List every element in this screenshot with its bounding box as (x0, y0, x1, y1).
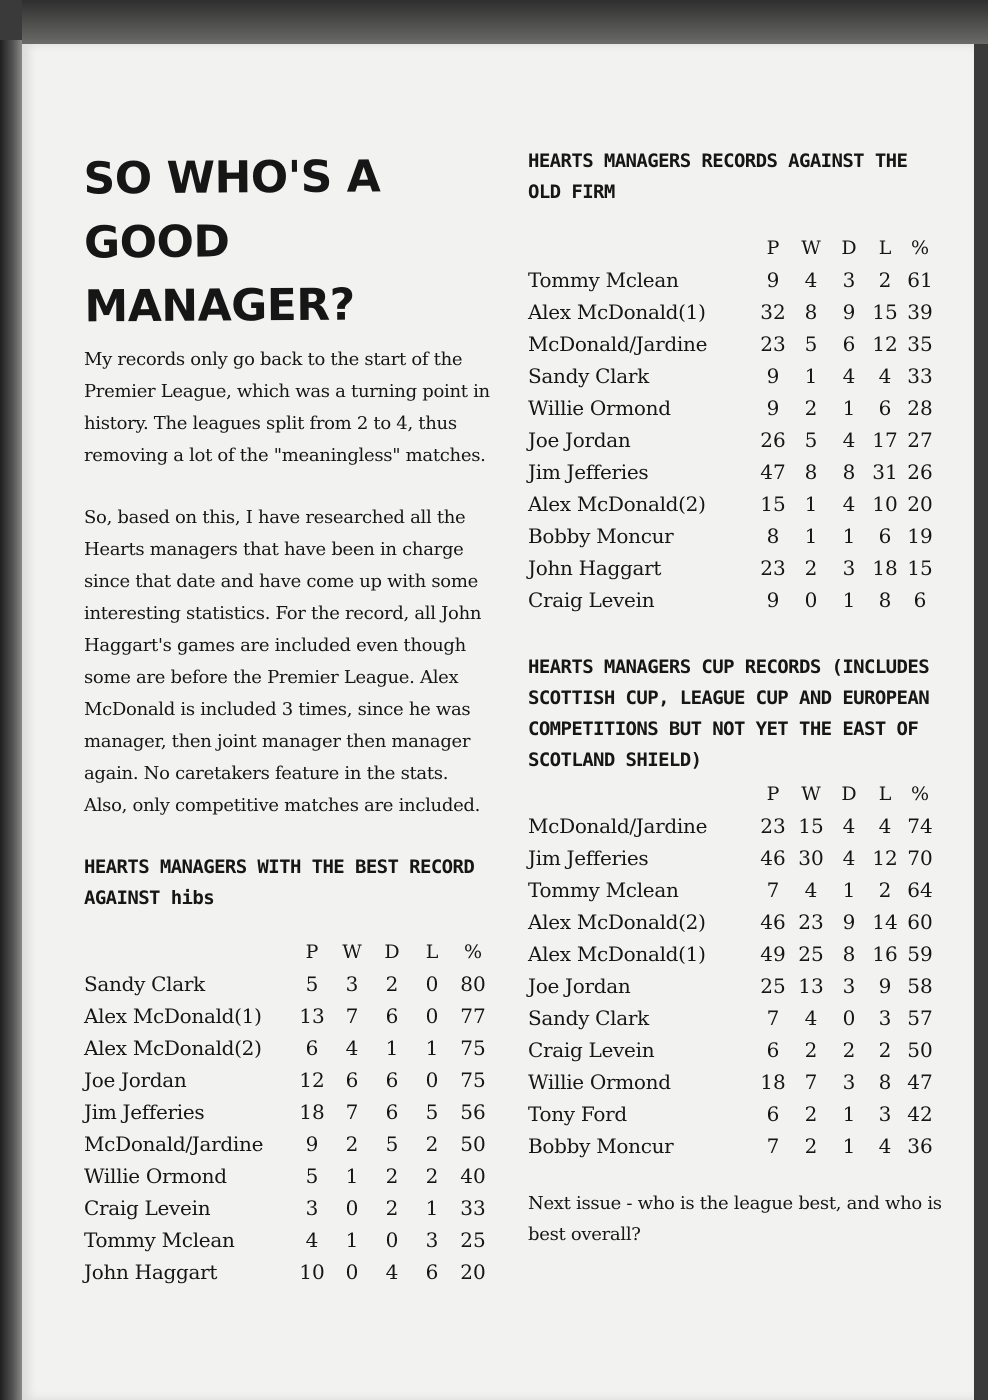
won-cell: 1 (804, 492, 818, 516)
won-cell: 2 (804, 1038, 818, 1062)
lost-cell: 3 (878, 1102, 892, 1126)
cup-record-table (528, 778, 938, 1162)
lost-cell: 1 (425, 1036, 439, 1060)
played-cell: 13 (299, 1004, 325, 1028)
table-row (528, 296, 938, 328)
table-row (84, 1192, 494, 1224)
percent-cell: 70 (907, 846, 933, 870)
won-cell: 7 (345, 1100, 359, 1124)
played-cell: 47 (760, 460, 786, 484)
won-cell: 1 (804, 364, 818, 388)
column-header: L (878, 783, 892, 805)
won-cell: 4 (804, 1006, 818, 1030)
manager-name-cell: Joe Jordan (528, 428, 631, 452)
lost-cell: 2 (425, 1164, 439, 1188)
played-cell: 15 (760, 492, 786, 516)
manager-name-cell: Craig Levein (528, 1038, 655, 1062)
percent-cell: 47 (907, 1070, 933, 1094)
manager-name-cell: Tommy Mclean (528, 268, 679, 292)
played-cell: 5 (305, 972, 319, 996)
lost-cell: 15 (872, 300, 898, 324)
won-cell: 0 (345, 1260, 359, 1284)
percent-cell: 61 (907, 268, 933, 292)
percent-cell: 50 (460, 1132, 486, 1156)
table-row (528, 392, 938, 424)
manager-name-cell: Craig Levein (84, 1196, 211, 1220)
won-cell: 13 (798, 974, 824, 998)
table-header-row (528, 232, 938, 264)
drawn-cell: 6 (842, 332, 856, 356)
drawn-cell: 2 (385, 1164, 399, 1188)
lost-cell: 8 (878, 588, 892, 612)
percent-cell: 80 (460, 972, 486, 996)
table-header-row (528, 778, 938, 810)
table-row (528, 264, 938, 296)
manager-name-cell: Joe Jordan (84, 1068, 187, 1092)
intro-paragraph-2: So, based on this, I have researched all the Hearts managers that have been in charge since that date and have come up with some interesting statistics. For the record, all John Haggart's games are included even though some are before the Premier League. Alex McDonald is included 3 times, since he was manager, then joint manager then manager again. No caretakers feature in the stats. Also, only competitive matches are included. (84, 507, 482, 816)
table-row (84, 1128, 494, 1160)
lost-cell: 4 (878, 364, 892, 388)
drawn-cell: 4 (842, 492, 856, 516)
manager-name-cell: Tony Ford (528, 1102, 627, 1126)
table-row (528, 906, 938, 938)
column-header: W (801, 237, 821, 259)
column-header: W (801, 783, 821, 805)
percent-cell: 27 (907, 428, 933, 452)
played-cell: 3 (305, 1196, 319, 1220)
drawn-cell: 2 (842, 1038, 856, 1062)
table-row (528, 552, 938, 584)
table-row (84, 1096, 494, 1128)
won-cell: 2 (345, 1132, 359, 1156)
won-cell: 3 (345, 972, 359, 996)
percent-cell: 19 (907, 524, 933, 548)
drawn-cell: 8 (842, 942, 856, 966)
won-cell: 23 (798, 910, 824, 934)
percent-cell: 57 (907, 1006, 933, 1030)
won-cell: 4 (345, 1036, 359, 1060)
table-header-row (84, 936, 494, 968)
percent-cell: 6 (913, 588, 927, 612)
manager-name-cell: Willie Ormond (528, 1070, 671, 1094)
table-row (528, 456, 938, 488)
table-row (528, 938, 938, 970)
column-header: W (342, 941, 362, 963)
hibs-record-table (84, 936, 494, 1288)
played-cell: 10 (299, 1260, 325, 1284)
drawn-cell: 4 (842, 428, 856, 452)
next-issue-note: Next issue - who is the league best, and who is best overall? (528, 1193, 942, 1245)
won-cell: 8 (804, 300, 818, 324)
percent-cell: 40 (460, 1164, 486, 1188)
played-cell: 9 (766, 268, 780, 292)
lost-cell: 6 (878, 524, 892, 548)
played-cell: 26 (760, 428, 786, 452)
lost-cell: 14 (872, 910, 898, 934)
lost-cell: 6 (425, 1260, 439, 1284)
column-header: % (463, 941, 483, 963)
drawn-cell: 1 (842, 1134, 856, 1158)
percent-cell: 28 (907, 396, 933, 420)
drawn-cell: 1 (842, 1102, 856, 1126)
played-cell: 6 (305, 1036, 319, 1060)
drawn-cell: 3 (842, 556, 856, 580)
lost-cell: 16 (872, 942, 898, 966)
percent-cell: 15 (907, 556, 933, 580)
manager-name-cell: Bobby Moncur (528, 524, 674, 548)
manager-name-cell: Jim Jefferies (528, 846, 649, 870)
lost-cell: 2 (878, 268, 892, 292)
table-row (528, 424, 938, 456)
table-row (528, 1066, 938, 1098)
won-cell: 0 (804, 588, 818, 612)
manager-name-cell: McDonald/Jardine (528, 332, 708, 356)
manager-name-cell: Sandy Clark (84, 972, 205, 996)
drawn-cell: 9 (842, 300, 856, 324)
played-cell: 18 (299, 1100, 325, 1124)
percent-cell: 77 (460, 1004, 486, 1028)
won-cell: 8 (804, 460, 818, 484)
lost-cell: 2 (425, 1132, 439, 1156)
drawn-cell: 9 (842, 910, 856, 934)
drawn-cell: 1 (842, 396, 856, 420)
table-row (84, 1160, 494, 1192)
won-cell: 5 (804, 332, 818, 356)
table-row (84, 968, 494, 1000)
column-header: P (766, 237, 780, 259)
book-spine (0, 40, 22, 1400)
manager-name-cell: Alex McDonald(2) (84, 1036, 262, 1060)
lost-cell: 3 (425, 1228, 439, 1252)
drawn-cell: 0 (385, 1228, 399, 1252)
table-row (528, 584, 938, 616)
won-cell: 4 (804, 878, 818, 902)
table-row (528, 1034, 938, 1066)
manager-name-cell: Willie Ormond (528, 396, 671, 420)
won-cell: 2 (804, 1134, 818, 1158)
won-cell: 2 (804, 556, 818, 580)
won-cell: 15 (798, 814, 824, 838)
played-cell: 32 (760, 300, 786, 324)
table-row (528, 328, 938, 360)
won-cell: 2 (804, 396, 818, 420)
table-row (528, 810, 938, 842)
manager-name-cell: McDonald/Jardine (84, 1132, 264, 1156)
lost-cell: 3 (878, 1006, 892, 1030)
played-cell: 5 (305, 1164, 319, 1188)
manager-name-cell: Alex McDonald(2) (528, 492, 706, 516)
lost-cell: 0 (425, 972, 439, 996)
drawn-cell: 4 (385, 1260, 399, 1284)
lost-cell: 1 (425, 1196, 439, 1220)
won-cell: 2 (804, 1102, 818, 1126)
percent-cell: 36 (907, 1134, 933, 1158)
played-cell: 7 (766, 1006, 780, 1030)
played-cell: 23 (760, 814, 786, 838)
percent-cell: 42 (907, 1102, 933, 1126)
drawn-cell: 4 (842, 846, 856, 870)
manager-name-cell: Alex McDonald(1) (528, 300, 706, 324)
percent-cell: 74 (907, 814, 933, 838)
oldfirm-table-title: HEARTS MANAGERS RECORDS AGAINST THE OLD FIRM (528, 150, 908, 203)
manager-name-cell: John Haggart (84, 1260, 218, 1284)
lost-cell: 5 (425, 1100, 439, 1124)
drawn-cell: 2 (385, 972, 399, 996)
table-row (84, 1224, 494, 1256)
played-cell: 23 (760, 556, 786, 580)
table-row (528, 970, 938, 1002)
table-row (84, 1032, 494, 1064)
column-header: P (766, 783, 780, 805)
table-row (528, 842, 938, 874)
lost-cell: 18 (872, 556, 898, 580)
played-cell: 25 (760, 974, 786, 998)
percent-cell: 58 (907, 974, 933, 998)
won-cell: 1 (804, 524, 818, 548)
won-cell: 5 (804, 428, 818, 452)
manager-name-cell: Sandy Clark (528, 1006, 649, 1030)
table-row (84, 1256, 494, 1288)
drawn-cell: 1 (842, 588, 856, 612)
table-row (528, 360, 938, 392)
manager-name-cell: McDonald/Jardine (528, 814, 708, 838)
lost-cell: 0 (425, 1068, 439, 1092)
played-cell: 6 (766, 1102, 780, 1126)
won-cell: 7 (804, 1070, 818, 1094)
drawn-cell: 2 (385, 1196, 399, 1220)
percent-cell: 59 (907, 942, 933, 966)
played-cell: 46 (760, 910, 786, 934)
won-cell: 1 (345, 1164, 359, 1188)
lost-cell: 8 (878, 1070, 892, 1094)
lost-cell: 0 (425, 1004, 439, 1028)
table-row (528, 488, 938, 520)
table-row (84, 1000, 494, 1032)
percent-cell: 64 (907, 878, 933, 902)
column-header: D (841, 237, 857, 259)
table-row (528, 1130, 938, 1162)
intro-paragraph-1: My records only go back to the start of the Premier League, which was a turning point in history. The leagues split from 2 to 4, thus removing a lot of the "meaningless" matches. (84, 349, 490, 466)
percent-cell: 56 (460, 1100, 486, 1124)
played-cell: 9 (766, 396, 780, 420)
left-column (84, 146, 496, 1288)
manager-name-cell: Jim Jefferies (84, 1100, 205, 1124)
drawn-cell: 6 (385, 1068, 399, 1092)
drawn-cell: 6 (385, 1100, 399, 1124)
lost-cell: 9 (878, 974, 892, 998)
manager-name-cell: Sandy Clark (528, 364, 649, 388)
right-column (528, 146, 948, 1250)
percent-cell: 35 (907, 332, 933, 356)
cup-table-title: HEARTS MANAGERS CUP RECORDS (INCLUDES SCOTTISH CUP, LEAGUE CUP AND EUROPEAN COMPETITIONS BUT NOT YET THE EAST OF SCOTLAND SHIELD) (528, 656, 930, 771)
percent-cell: 75 (460, 1068, 486, 1092)
lost-cell: 12 (872, 846, 898, 870)
drawn-cell: 6 (385, 1004, 399, 1028)
column-header: D (841, 783, 857, 805)
played-cell: 9 (766, 364, 780, 388)
table-row (528, 520, 938, 552)
played-cell: 46 (760, 846, 786, 870)
percent-cell: 20 (907, 492, 933, 516)
played-cell: 9 (305, 1132, 319, 1156)
drawn-cell: 4 (842, 364, 856, 388)
lost-cell: 12 (872, 332, 898, 356)
percent-cell: 25 (460, 1228, 486, 1252)
percent-cell: 50 (907, 1038, 933, 1062)
lost-cell: 4 (878, 1134, 892, 1158)
column-header: L (425, 941, 439, 963)
played-cell: 8 (766, 524, 780, 548)
played-cell: 23 (760, 332, 786, 356)
played-cell: 12 (299, 1068, 325, 1092)
percent-cell: 75 (460, 1036, 486, 1060)
drawn-cell: 5 (385, 1132, 399, 1156)
scan-top-edge (22, 0, 988, 44)
won-cell: 0 (345, 1196, 359, 1220)
drawn-cell: 3 (842, 974, 856, 998)
drawn-cell: 4 (842, 814, 856, 838)
percent-cell: 33 (460, 1196, 486, 1220)
lost-cell: 4 (878, 814, 892, 838)
manager-name-cell: Craig Levein (528, 588, 655, 612)
won-cell: 25 (798, 942, 824, 966)
won-cell: 1 (345, 1228, 359, 1252)
lost-cell: 10 (872, 492, 898, 516)
table-row (528, 874, 938, 906)
table-row (528, 1002, 938, 1034)
drawn-cell: 1 (842, 878, 856, 902)
manager-name-cell: Joe Jordan (528, 974, 631, 998)
lost-cell: 31 (872, 460, 898, 484)
hibs-table-title: HEARTS MANAGERS WITH THE BEST RECORD AGAINST hibs (84, 856, 475, 909)
oldfirm-record-table (528, 232, 938, 616)
won-cell: 30 (798, 846, 824, 870)
column-header: P (305, 941, 319, 963)
played-cell: 4 (305, 1228, 319, 1252)
article-headline: SO WHO'S A GOOD MANAGER? (83, 151, 381, 333)
won-cell: 7 (345, 1004, 359, 1028)
column-header: % (910, 783, 930, 805)
manager-name-cell: Alex McDonald(2) (528, 910, 706, 934)
percent-cell: 60 (907, 910, 933, 934)
manager-name-cell: Tommy Mclean (528, 878, 679, 902)
column-header: D (384, 941, 400, 963)
drawn-cell: 1 (842, 524, 856, 548)
column-header: % (910, 237, 930, 259)
manager-name-cell: Alex McDonald(1) (528, 942, 706, 966)
table-row (528, 1098, 938, 1130)
won-cell: 6 (345, 1068, 359, 1092)
percent-cell: 20 (460, 1260, 486, 1284)
drawn-cell: 0 (842, 1006, 856, 1030)
lost-cell: 2 (878, 878, 892, 902)
percent-cell: 33 (907, 364, 933, 388)
lost-cell: 2 (878, 1038, 892, 1062)
played-cell: 6 (766, 1038, 780, 1062)
drawn-cell: 1 (385, 1036, 399, 1060)
played-cell: 7 (766, 1134, 780, 1158)
manager-name-cell: Jim Jefferies (528, 460, 649, 484)
played-cell: 49 (760, 942, 786, 966)
played-cell: 7 (766, 878, 780, 902)
percent-cell: 26 (907, 460, 933, 484)
table-row (84, 1064, 494, 1096)
drawn-cell: 8 (842, 460, 856, 484)
played-cell: 18 (760, 1070, 786, 1094)
column-header: L (878, 237, 892, 259)
manager-name-cell: Tommy Mclean (84, 1228, 235, 1252)
played-cell: 9 (766, 588, 780, 612)
lost-cell: 6 (878, 396, 892, 420)
percent-cell: 39 (907, 300, 933, 324)
manager-name-cell: Willie Ormond (84, 1164, 227, 1188)
manager-name-cell: Alex McDonald(1) (84, 1004, 262, 1028)
manager-name-cell: John Haggart (528, 556, 662, 580)
drawn-cell: 3 (842, 1070, 856, 1094)
lost-cell: 17 (872, 428, 898, 452)
drawn-cell: 3 (842, 268, 856, 292)
won-cell: 4 (804, 268, 818, 292)
manager-name-cell: Bobby Moncur (528, 1134, 674, 1158)
